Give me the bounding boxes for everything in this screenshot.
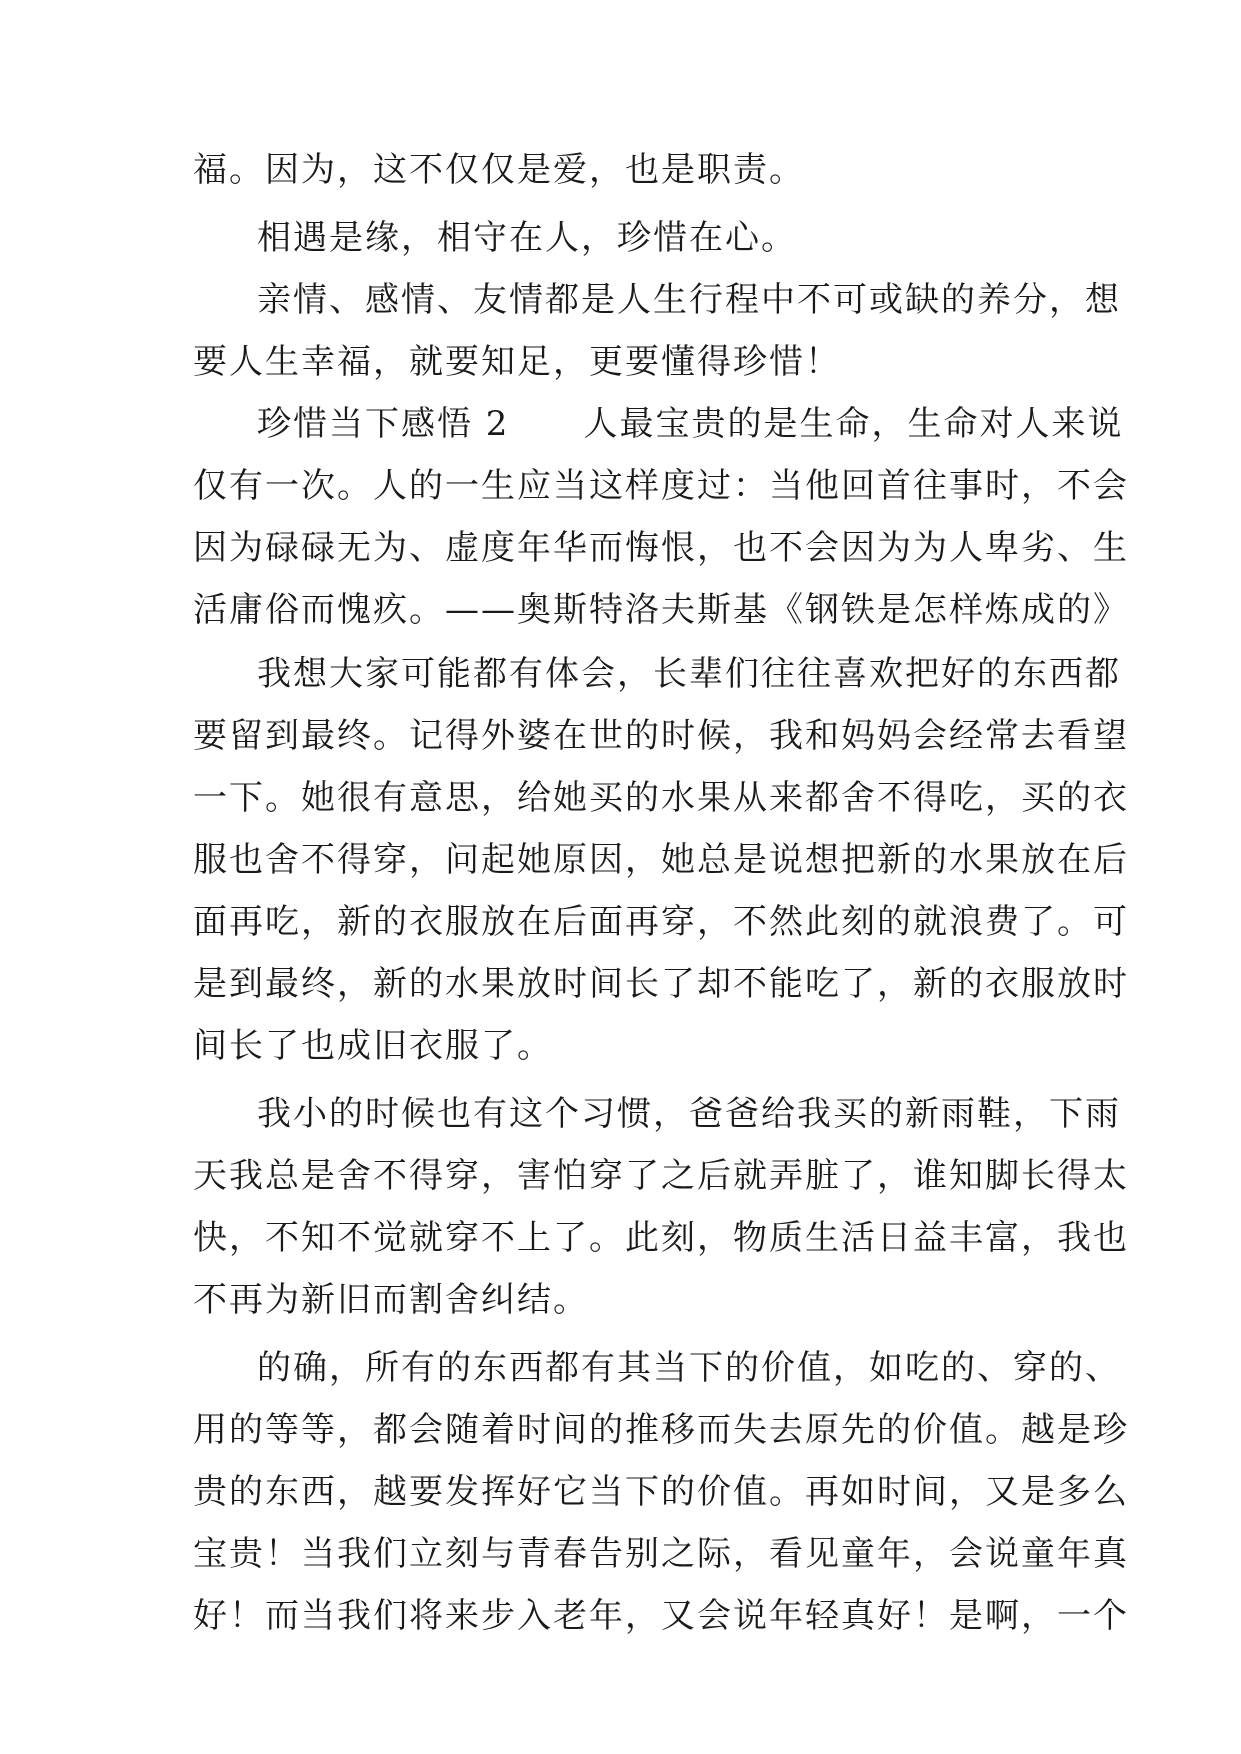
text-line-21: 用的等等，都会随着时间的推移而失去原先的价值。越是珍	[193, 1410, 1129, 1450]
text-line-17: 天我总是舍不得穿，害怕穿了之后就弄脏了，谁知脚长得太	[193, 1156, 1129, 1196]
text-line-13: 面再吃，新的衣服放在后面再穿，不然此刻的就浪费了。可	[193, 902, 1129, 942]
text-line-11: 一下。她很有意思，给她买的水果从来都舍不得吃，买的衣	[193, 778, 1129, 818]
text-line-14: 是到最终，新的水果放时间长了却不能吃了，新的衣服放时	[193, 964, 1129, 1004]
section-first-sentence: 人最宝贵的是生命，生命对人来说	[583, 404, 1124, 444]
text-line-1: 福。因为，这不仅仅是爱，也是职责。	[193, 150, 805, 190]
text-line-20: 的确，所有的东西都有其当下的价值，如吃的、穿的、	[257, 1348, 1121, 1388]
text-line-22: 贵的东西，越要发挥好它当下的价值。再如时间，又是多么	[193, 1472, 1129, 1512]
text-line-8: 活庸俗而愧疚。——奥斯特洛夫斯基《钢铁是怎样炼成的》	[193, 590, 1129, 630]
text-line-24: 好！而当我们将来步入老年，又会说年轻真好！是啊，一个	[193, 1596, 1129, 1636]
text-line-2: 相遇是缘，相守在人，珍惜在心。	[257, 218, 797, 258]
text-line-23: 宝贵！当我们立刻与青春告别之际，看见童年，会说童年真	[193, 1534, 1129, 1574]
text-line-18: 快，不知不觉就穿不上了。此刻，物质生活日益丰富，我也	[193, 1218, 1129, 1258]
text-line-4: 要人生幸福，就要知足，更要懂得珍惜！	[193, 342, 841, 382]
text-line-19: 不再为新旧而割舍纠结。	[193, 1280, 589, 1320]
text-line-7: 因为碌碌无为、虚度年华而悔恨，也不会因为为人卑劣、生	[193, 528, 1129, 568]
section-heading: 珍惜当下感悟 2	[257, 404, 510, 444]
text-line-15: 间长了也成旧衣服了。	[193, 1026, 553, 1066]
text-line-10: 要留到最终。记得外婆在世的时候，我和妈妈会经常去看望	[193, 716, 1129, 756]
text-line-9: 我想大家可能都有体会，长辈们往往喜欢把好的东西都	[257, 654, 1121, 694]
text-line-5	[257, 402, 1157, 446]
text-line-6: 仅有一次。人的一生应当这样度过：当他回首往事时，不会	[193, 466, 1129, 506]
text-line-3: 亲情、感情、友情都是人生行程中不可或缺的养分，想	[257, 280, 1121, 320]
text-line-16: 我小的时候也有这个习惯，爸爸给我买的新雨鞋，下雨	[257, 1094, 1121, 1134]
text-line-12: 服也舍不得穿，问起她原因，她总是说想把新的水果放在后	[193, 840, 1129, 880]
